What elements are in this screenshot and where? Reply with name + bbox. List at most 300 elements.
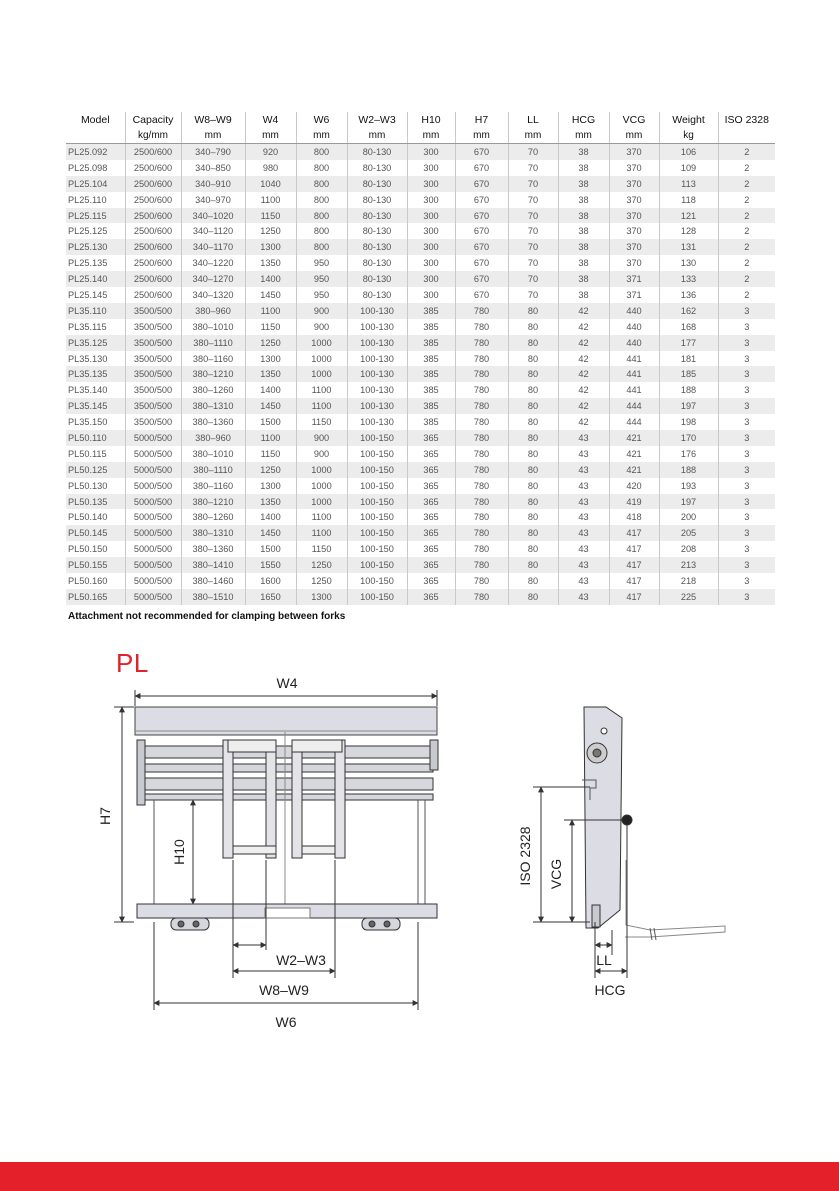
table-cell: 385 <box>407 319 455 335</box>
table-cell: 80 <box>508 525 558 541</box>
model-cell: PL50.125 <box>66 462 125 478</box>
model-cell: PL25.140 <box>66 271 125 287</box>
label-h10: H10 <box>171 839 187 865</box>
table-cell: 380–960 <box>181 430 245 446</box>
table-cell: 131 <box>659 239 718 255</box>
table-cell: 380–1110 <box>181 462 245 478</box>
table-cell: 3 <box>718 478 775 494</box>
table-cell: 80 <box>508 319 558 335</box>
table-cell: 208 <box>659 541 718 557</box>
table-cell: 42 <box>558 351 609 367</box>
table-cell: 38 <box>558 208 609 224</box>
table-cell: 3 <box>718 462 775 478</box>
model-cell: PL35.130 <box>66 351 125 367</box>
model-cell: PL35.115 <box>66 319 125 335</box>
table-cell: 80-130 <box>347 160 407 176</box>
model-cell: PL35.110 <box>66 303 125 319</box>
table-cell: 3 <box>718 319 775 335</box>
table-cell: 213 <box>659 557 718 573</box>
table-cell: 106 <box>659 144 718 160</box>
model-cell: PL25.125 <box>66 223 125 239</box>
table-cell: 70 <box>508 176 558 192</box>
table-cell: 100-130 <box>347 303 407 319</box>
table-cell: 42 <box>558 335 609 351</box>
table-row <box>66 478 775 494</box>
table-cell: 100-130 <box>347 366 407 382</box>
table-cell: 80-130 <box>347 223 407 239</box>
table-body <box>66 144 775 605</box>
table-cell: 100-150 <box>347 494 407 510</box>
table-cell: 1650 <box>245 589 296 605</box>
table-cell: 380–960 <box>181 303 245 319</box>
table-cell: 1450 <box>245 287 296 303</box>
table-cell: 42 <box>558 303 609 319</box>
table-cell: 1250 <box>296 557 347 573</box>
table-cell: 421 <box>609 446 659 462</box>
table-cell: 43 <box>558 462 609 478</box>
table-cell: 421 <box>609 462 659 478</box>
table-cell: 3 <box>718 430 775 446</box>
table-cell: 380–1310 <box>181 398 245 414</box>
table-cell: 113 <box>659 176 718 192</box>
table-cell: 80 <box>508 430 558 446</box>
table-row <box>66 319 775 335</box>
table-cell: 3 <box>718 557 775 573</box>
unit-header <box>718 128 775 144</box>
table-cell: 42 <box>558 414 609 430</box>
table-cell: 1100 <box>296 509 347 525</box>
table-cell: 670 <box>455 239 508 255</box>
table-cell: 188 <box>659 462 718 478</box>
table-cell: 1300 <box>296 589 347 605</box>
table-row <box>66 287 775 303</box>
table-cell: 417 <box>609 541 659 557</box>
table-cell: 70 <box>508 208 558 224</box>
table-cell: 1300 <box>245 351 296 367</box>
table-cell: 385 <box>407 414 455 430</box>
table-row <box>66 271 775 287</box>
table-row <box>66 351 775 367</box>
table-cell: 380–1160 <box>181 478 245 494</box>
table-cell: 950 <box>296 271 347 287</box>
table-cell: 38 <box>558 239 609 255</box>
table-cell: 780 <box>455 414 508 430</box>
table-cell: 365 <box>407 541 455 557</box>
table-cell: 80-130 <box>347 176 407 192</box>
table-cell: 380–1460 <box>181 573 245 589</box>
diagram-title: PL <box>116 648 149 678</box>
table-cell: 780 <box>455 335 508 351</box>
table-cell: 100-150 <box>347 557 407 573</box>
table-cell: 365 <box>407 509 455 525</box>
table-cell: 1400 <box>245 382 296 398</box>
table-cell: 3500/500 <box>125 382 181 398</box>
table-row <box>66 398 775 414</box>
table-cell: 380–1310 <box>181 525 245 541</box>
table-cell: 3 <box>718 303 775 319</box>
table-cell: 43 <box>558 589 609 605</box>
table-cell: 43 <box>558 525 609 541</box>
column-header: H7 <box>455 112 508 128</box>
table-cell: 80 <box>508 414 558 430</box>
table-cell: 444 <box>609 414 659 430</box>
table-cell: 5000/500 <box>125 462 181 478</box>
table-cell: 670 <box>455 255 508 271</box>
table-cell: 42 <box>558 366 609 382</box>
table-cell: 100-130 <box>347 382 407 398</box>
table-cell: 2500/600 <box>125 144 181 160</box>
table-cell: 3500/500 <box>125 303 181 319</box>
table-cell: 80-130 <box>347 144 407 160</box>
table-cell: 780 <box>455 446 508 462</box>
table-row <box>66 446 775 462</box>
table-cell: 780 <box>455 398 508 414</box>
table-cell: 780 <box>455 382 508 398</box>
table-cell: 340–1170 <box>181 239 245 255</box>
table-cell: 340–970 <box>181 192 245 208</box>
side-view <box>533 707 725 978</box>
table-cell: 1450 <box>245 398 296 414</box>
table-cell: 3 <box>718 541 775 557</box>
table-cell: 370 <box>609 144 659 160</box>
table-cell: 100-150 <box>347 446 407 462</box>
table-cell: 2 <box>718 255 775 271</box>
table-cell: 1400 <box>245 271 296 287</box>
table-cell: 80-130 <box>347 208 407 224</box>
column-header: HCG <box>558 112 609 128</box>
table-cell: 780 <box>455 462 508 478</box>
table-cell: 1100 <box>245 192 296 208</box>
table-row <box>66 509 775 525</box>
table-cell: 3 <box>718 573 775 589</box>
table-cell: 370 <box>609 255 659 271</box>
table-cell: 380–1510 <box>181 589 245 605</box>
table-cell: 3500/500 <box>125 335 181 351</box>
table-cell: 670 <box>455 287 508 303</box>
table-cell: 5000/500 <box>125 446 181 462</box>
table-cell: 2500/600 <box>125 239 181 255</box>
note-text: Attachment not recommended for clamping between forks <box>68 611 346 622</box>
table-cell: 441 <box>609 351 659 367</box>
table-cell: 371 <box>609 271 659 287</box>
table-cell: 188 <box>659 382 718 398</box>
table-cell: 365 <box>407 462 455 478</box>
label-h7: H7 <box>97 807 113 825</box>
table-cell: 670 <box>455 144 508 160</box>
table-cell: 5000/500 <box>125 557 181 573</box>
table-cell: 2500/600 <box>125 255 181 271</box>
table-row <box>66 557 775 573</box>
model-cell: PL50.135 <box>66 494 125 510</box>
label-iso-2328: ISO 2328 <box>517 826 533 886</box>
table-cell: 418 <box>609 509 659 525</box>
table-cell: 100-130 <box>347 398 407 414</box>
table-cell: 80 <box>508 366 558 382</box>
unit-header: mm <box>245 128 296 144</box>
table-cell: 670 <box>455 271 508 287</box>
table-cell: 136 <box>659 287 718 303</box>
table-row <box>66 382 775 398</box>
table-cell: 380–1260 <box>181 382 245 398</box>
unit-header: kg/mm <box>125 128 181 144</box>
label-ll: LL <box>596 952 612 968</box>
column-header: ISO 2328 <box>724 114 769 126</box>
table-cell: 121 <box>659 208 718 224</box>
table-row <box>66 366 775 382</box>
model-cell: PL25.092 <box>66 144 125 160</box>
table-cell: 380–1260 <box>181 509 245 525</box>
table-cell: 1300 <box>245 478 296 494</box>
table-cell: 370 <box>609 223 659 239</box>
table-cell: 370 <box>609 239 659 255</box>
table-cell: 80 <box>508 573 558 589</box>
table-cell: 670 <box>455 192 508 208</box>
table-row <box>66 414 775 430</box>
table-cell: 100-130 <box>347 319 407 335</box>
table-cell: 1350 <box>245 255 296 271</box>
table-cell: 1300 <box>245 239 296 255</box>
table-cell: 1250 <box>245 223 296 239</box>
table-cell: 780 <box>455 351 508 367</box>
table-cell: 168 <box>659 319 718 335</box>
table-cell: 380–1360 <box>181 414 245 430</box>
table-cell: 38 <box>558 160 609 176</box>
model-cell: PL25.135 <box>66 255 125 271</box>
table-cell: 70 <box>508 144 558 160</box>
table-cell: 2 <box>718 223 775 239</box>
table-cell: 80 <box>508 557 558 573</box>
table-cell: 38 <box>558 255 609 271</box>
table-cell: 380–1410 <box>181 557 245 573</box>
table-cell: 100-150 <box>347 525 407 541</box>
table-cell: 670 <box>455 176 508 192</box>
model-cell: PL50.150 <box>66 541 125 557</box>
header-row <box>66 112 775 128</box>
table-cell: 340–1020 <box>181 208 245 224</box>
table-cell: 5000/500 <box>125 541 181 557</box>
table-cell: 441 <box>609 366 659 382</box>
table-row <box>66 160 775 176</box>
table-cell: 365 <box>407 557 455 573</box>
table-row <box>66 430 775 446</box>
table-cell: 385 <box>407 303 455 319</box>
table-cell: 380–1160 <box>181 351 245 367</box>
table-cell: 1250 <box>245 335 296 351</box>
table-cell: 130 <box>659 255 718 271</box>
table-cell: 340–1220 <box>181 255 245 271</box>
table-cell: 380–1210 <box>181 494 245 510</box>
table-cell: 1000 <box>296 478 347 494</box>
table-cell: 300 <box>407 176 455 192</box>
table-cell: 340–910 <box>181 176 245 192</box>
table-cell: 1000 <box>296 335 347 351</box>
table-cell: 780 <box>455 525 508 541</box>
column-header: H10 <box>407 112 455 128</box>
table-cell: 2 <box>718 271 775 287</box>
table-cell: 300 <box>407 255 455 271</box>
table-cell: 365 <box>407 478 455 494</box>
table-cell: 70 <box>508 271 558 287</box>
table-cell: 80 <box>508 335 558 351</box>
table-cell: 444 <box>609 398 659 414</box>
table-cell: 2 <box>718 192 775 208</box>
table-cell: 70 <box>508 255 558 271</box>
table-cell: 900 <box>296 446 347 462</box>
table-cell: 43 <box>558 509 609 525</box>
table-cell: 80-130 <box>347 287 407 303</box>
table-cell: 300 <box>407 223 455 239</box>
table-cell: 900 <box>296 430 347 446</box>
table-cell: 3 <box>718 398 775 414</box>
table-cell: 177 <box>659 335 718 351</box>
label-vcg: VCG <box>548 858 564 890</box>
table-cell: 2 <box>718 287 775 303</box>
unit-header: mm <box>347 128 407 144</box>
table-cell: 80 <box>508 478 558 494</box>
table-cell: 2 <box>718 176 775 192</box>
table-cell: 42 <box>558 398 609 414</box>
table-cell: 420 <box>609 478 659 494</box>
table-cell: 365 <box>407 494 455 510</box>
table-cell: 3500/500 <box>125 398 181 414</box>
table-cell: 1150 <box>245 319 296 335</box>
table-cell: 42 <box>558 382 609 398</box>
table-cell: 440 <box>609 335 659 351</box>
model-cell: PL25.145 <box>66 287 125 303</box>
units-row <box>66 128 775 144</box>
table-cell: 1550 <box>245 557 296 573</box>
table-cell: 385 <box>407 335 455 351</box>
table-cell: 80 <box>508 589 558 605</box>
model-cell: PL50.165 <box>66 589 125 605</box>
table-cell: 1400 <box>245 509 296 525</box>
table-cell: 800 <box>296 144 347 160</box>
unit-header: kg <box>659 128 718 144</box>
table-cell: 197 <box>659 494 718 510</box>
column-header: W6 <box>296 112 347 128</box>
table-cell: 2500/600 <box>125 223 181 239</box>
table-cell: 3 <box>718 382 775 398</box>
table-cell: 38 <box>558 192 609 208</box>
table-cell: 185 <box>659 366 718 382</box>
table-cell: 800 <box>296 208 347 224</box>
table-cell: 5000/500 <box>125 430 181 446</box>
table-cell: 370 <box>609 208 659 224</box>
table-cell: 2 <box>718 144 775 160</box>
table-row <box>66 255 775 271</box>
table-cell: 100-150 <box>347 430 407 446</box>
table-cell: 300 <box>407 160 455 176</box>
table-cell: 365 <box>407 525 455 541</box>
table-cell: 780 <box>455 478 508 494</box>
table-cell: 80-130 <box>347 239 407 255</box>
unit-header: mm <box>609 128 659 144</box>
table-cell: 1250 <box>296 573 347 589</box>
table-cell: 300 <box>407 239 455 255</box>
table-cell: 380–1360 <box>181 541 245 557</box>
table-cell: 1450 <box>245 525 296 541</box>
table-cell: 340–850 <box>181 160 245 176</box>
table-cell: 780 <box>455 573 508 589</box>
table-cell: 100-130 <box>347 335 407 351</box>
table-cell: 440 <box>609 303 659 319</box>
table-cell: 300 <box>407 208 455 224</box>
table-cell: 1250 <box>245 462 296 478</box>
table-cell: 365 <box>407 573 455 589</box>
table-cell: 417 <box>609 525 659 541</box>
table-cell: 2500/600 <box>125 176 181 192</box>
table-cell: 38 <box>558 176 609 192</box>
model-cell: PL25.098 <box>66 160 125 176</box>
table-cell: 3500/500 <box>125 351 181 367</box>
table-cell: 380–1110 <box>181 335 245 351</box>
table-cell: 385 <box>407 398 455 414</box>
table-cell: 440 <box>609 319 659 335</box>
table-cell: 197 <box>659 398 718 414</box>
table-row <box>66 462 775 478</box>
table-cell: 118 <box>659 192 718 208</box>
table-cell: 43 <box>558 557 609 573</box>
table-cell: 780 <box>455 303 508 319</box>
table-cell: 900 <box>296 319 347 335</box>
table-cell: 780 <box>455 430 508 446</box>
table-cell: 5000/500 <box>125 525 181 541</box>
table-cell: 2 <box>718 160 775 176</box>
table-row <box>66 176 775 192</box>
table-cell: 1100 <box>245 430 296 446</box>
model-cell: PL35.125 <box>66 335 125 351</box>
table-cell: 80 <box>508 541 558 557</box>
table-cell: 365 <box>407 446 455 462</box>
table-cell: 670 <box>455 208 508 224</box>
unit-header <box>66 128 125 144</box>
table-cell: 1100 <box>296 398 347 414</box>
model-cell: PL50.110 <box>66 430 125 446</box>
model-cell: PL25.115 <box>66 208 125 224</box>
table-cell: 380–1210 <box>181 366 245 382</box>
table-cell: 43 <box>558 478 609 494</box>
table-cell: 800 <box>296 192 347 208</box>
footer-bar <box>0 1162 839 1191</box>
table-cell: 128 <box>659 223 718 239</box>
table-cell: 38 <box>558 287 609 303</box>
table-cell: 80 <box>508 382 558 398</box>
table-cell: 100-150 <box>347 541 407 557</box>
model-cell: PL50.115 <box>66 446 125 462</box>
table-cell: 43 <box>558 446 609 462</box>
column-header: VCG <box>609 112 659 128</box>
table-cell: 980 <box>245 160 296 176</box>
table-cell: 1000 <box>296 351 347 367</box>
table-cell: 80 <box>508 462 558 478</box>
table-cell: 3 <box>718 494 775 510</box>
table-cell: 2 <box>718 208 775 224</box>
table-cell: 100-150 <box>347 462 407 478</box>
table-row <box>66 541 775 557</box>
table-cell: 950 <box>296 255 347 271</box>
table-cell: 2500/600 <box>125 271 181 287</box>
model-cell: PL25.130 <box>66 239 125 255</box>
table-cell: 70 <box>508 192 558 208</box>
table-cell: 38 <box>558 271 609 287</box>
model-cell: PL50.130 <box>66 478 125 494</box>
unit-header: mm <box>296 128 347 144</box>
table-cell: 1100 <box>245 303 296 319</box>
table-cell: 42 <box>558 319 609 335</box>
table-row <box>66 525 775 541</box>
table-cell: 800 <box>296 239 347 255</box>
table-cell: 162 <box>659 303 718 319</box>
